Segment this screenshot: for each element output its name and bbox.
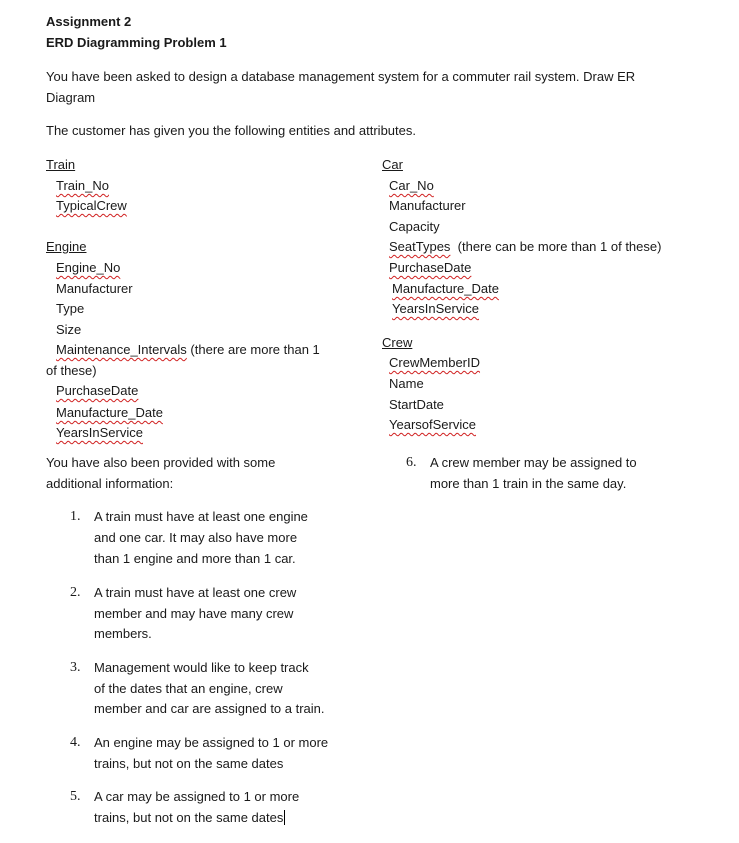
engine-attr-engine-no: Engine_No <box>56 260 121 275</box>
engine-entity-title: Engine <box>46 239 87 254</box>
engine-attr-maintenance <box>56 342 320 358</box>
item-4-number: 4. <box>70 735 81 750</box>
car-attr-car-no: Car_No <box>389 178 434 193</box>
train-entity-title: Train <box>46 157 76 172</box>
engine-attr-purchase-date: PurchaseDate <box>56 383 139 398</box>
crew-attr-crew-member-id: CrewMemberID <box>389 355 481 370</box>
engine-attr-manufacturer: Manufacturer <box>56 281 133 296</box>
car-attr-seat-types-note: (there can be more than 1 of these) <box>450 239 662 254</box>
car-attr-purchase-date: PurchaseDate <box>389 260 472 275</box>
item-5-line-2-wrap[interactable] <box>94 810 285 826</box>
car-entity-title: Car <box>382 157 403 172</box>
additional-line-2: additional information: <box>46 476 174 491</box>
item-1-number: 1. <box>70 509 81 524</box>
item-4-line-1: An engine may be assigned to 1 or more <box>94 735 329 750</box>
text-cursor <box>284 810 285 825</box>
car-attr-seat-types <box>389 239 661 255</box>
engine-attr-maintenance-name: Maintenance_Intervals <box>56 342 187 357</box>
engine-attr-years-in-service: YearsInService <box>56 425 143 440</box>
item-2-line-1: A train must have at least one crew <box>94 585 297 600</box>
engine-attr-maintenance-note: (there are more than 1 <box>186 342 320 357</box>
item-5-line-1: A car may be assigned to 1 or more <box>94 789 300 804</box>
item-1-line-2: and one car. It may also have more <box>94 530 298 545</box>
assignment-title: Assignment 2 <box>46 14 132 29</box>
item-5-number: 5. <box>70 789 81 804</box>
item-6-line-2: more than 1 train in the same day. <box>430 476 627 491</box>
engine-attr-size: Size <box>56 322 82 337</box>
car-attr-capacity: Capacity <box>389 219 440 234</box>
crew-attr-start-date: StartDate <box>389 397 444 412</box>
engine-attr-maintenance-note-2: of these) <box>46 363 97 378</box>
item-4-line-2: trains, but not on the same dates <box>94 756 284 771</box>
item-3-number: 3. <box>70 660 81 675</box>
item-6-number: 6. <box>406 455 417 470</box>
additional-line-1: You have also been provided with some <box>46 455 276 470</box>
train-attr-train-no: Train_No <box>56 178 109 193</box>
crew-attr-name: Name <box>389 376 424 391</box>
item-6-line-1: A crew member may be assigned to <box>430 455 637 470</box>
item-2-line-3: members. <box>94 626 152 641</box>
engine-attr-type: Type <box>56 301 85 316</box>
item-3-line-2: of the dates that an engine, crew <box>94 681 283 696</box>
item-5-line-2: trains, but not on the same dates <box>94 810 284 825</box>
intro-given: The customer has given you the following entities and attributes. <box>46 123 416 138</box>
train-attr-typical-crew: TypicalCrew <box>56 198 127 213</box>
item-3-line-1: Management would like to keep track <box>94 660 309 675</box>
crew-entity-title: Crew <box>382 335 413 350</box>
engine-attr-manufacture-date: Manufacture_Date <box>56 405 163 420</box>
item-2-number: 2. <box>70 585 81 600</box>
car-attr-years-in-service: YearsInService <box>392 301 479 316</box>
intro-line-1: You have been asked to design a database management system for a commuter rail system. Draw ER <box>46 69 636 84</box>
crew-attr-years-of-service: YearsofService <box>389 417 476 432</box>
item-1-line-3: than 1 engine and more than 1 car. <box>94 551 296 566</box>
car-attr-manufacturer: Manufacturer <box>389 198 466 213</box>
car-attr-seat-types-name: SeatTypes <box>389 239 451 254</box>
item-3-line-3: member and car are assigned to a train. <box>94 701 325 716</box>
problem-title: ERD Diagramming Problem 1 <box>46 35 227 50</box>
item-2-line-2: member and may have many crew <box>94 606 294 621</box>
car-attr-manufacture-date: Manufacture_Date <box>392 281 499 296</box>
intro-line-2: Diagram <box>46 90 96 105</box>
item-1-line-1: A train must have at least one engine <box>94 509 308 524</box>
